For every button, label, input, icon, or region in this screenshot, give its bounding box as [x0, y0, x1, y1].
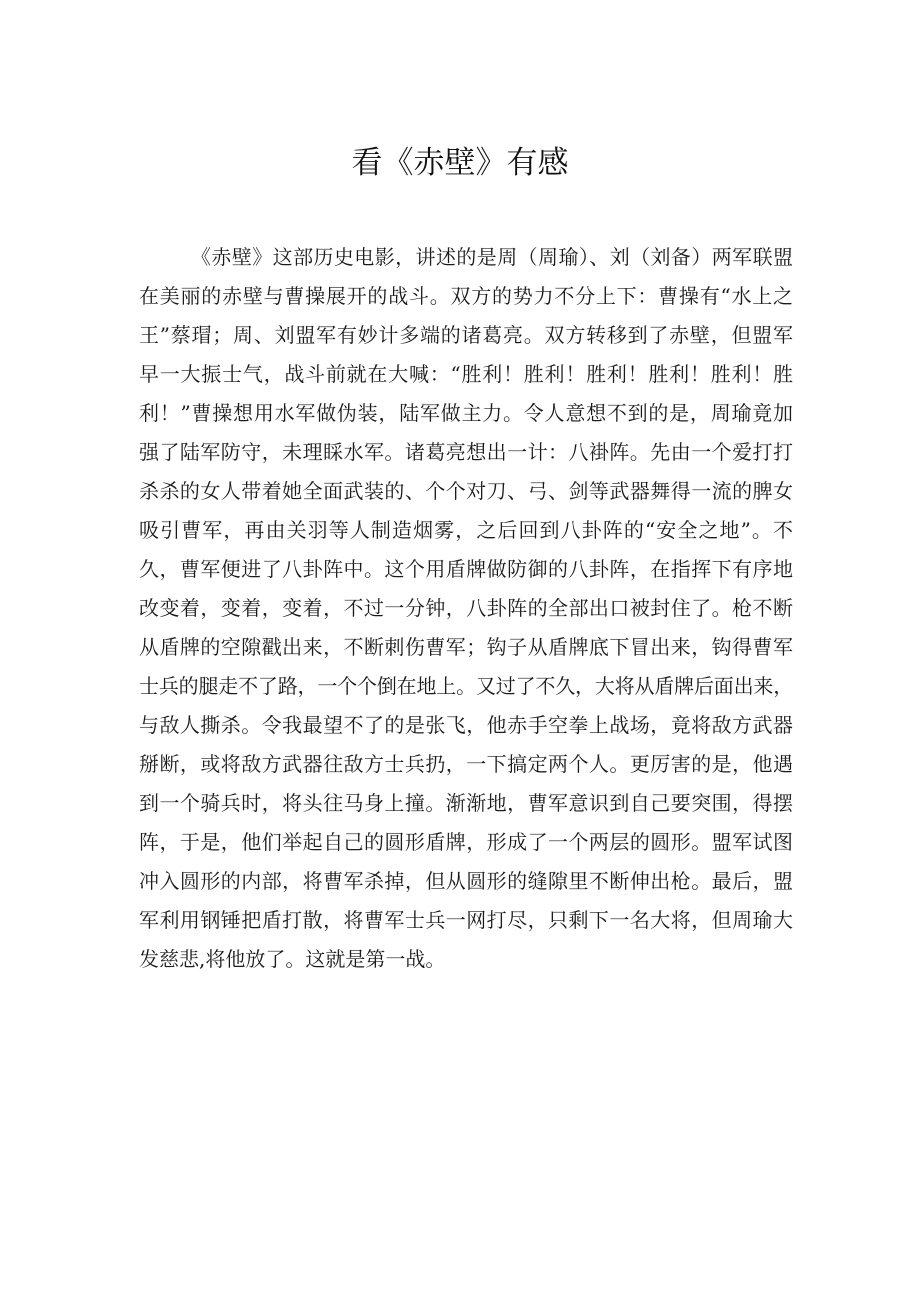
paragraph-line: 强了陆军防守，未理睬水军。诸葛亮想出一计：八褂阵。先由一个爱打打 [139, 440, 793, 464]
paragraph-line: 阵，于是，他们举起自己的圆形盾牌，形成了一个两层的圆形。盟军试图 [139, 830, 793, 854]
paragraph-line: 早一大振士气，战斗前就在大喊：“胜利！胜利！胜利！胜利！胜利！胜 [139, 362, 793, 386]
paragraph-line: 改变着，变着，变着，不过一分钟，八卦阵的全部出口被封住了。枪不断 [139, 596, 793, 620]
paragraph-line: 到一个骑兵时，将头往马身上撞。渐渐地，曹军意识到自己要突围，得摆 [139, 791, 793, 815]
paragraph-line: 《赤壁》这部历史电影，讲述的是周（周瑜）、刘（刘备）两军联盟 [191, 245, 793, 269]
paragraph-line: 军利用钢锤把盾打散，将曹军士兵一网打尽，只剩下一名大将，但周瑜大 [139, 908, 793, 932]
paragraph-line: 利！”曹操想用水军做伪装，陆军做主力。令人意想不到的是，周瑜竟加 [139, 401, 793, 425]
body-paragraph [139, 238, 793, 979]
paragraph-line: 冲入圆形的内部，将曹军杀掉，但从圆形的缝隙里不断伸出枪。最后，盟 [139, 869, 793, 893]
paragraph-line: 与敌人撕杀。令我最望不了的是张飞，他赤手空拳上战场，竟将敌方武器 [139, 713, 793, 737]
paragraph-line: 在美丽的赤壁与曹操展开的战斗。双方的势力不分上下：曹操有“水上之 [139, 284, 793, 308]
paragraph-line: 久，曹军便进了八卦阵中。这个用盾牌做防御的八卦阵，在指挥下有序地 [139, 557, 793, 581]
document-title: 看《赤壁》有感 [351, 145, 569, 181]
paragraph-line: 王”蔡瑁；周、刘盟军有妙计多端的诸葛亮。双方转移到了赤壁，但盟军 [139, 323, 793, 347]
paragraph-line: 发慈悲,将他放了。这就是第一战。 [139, 947, 446, 971]
paragraph-line: 掰断，或将敌方武器往敌方士兵扔，一下搞定两个人。更厉害的是，他遇 [139, 752, 793, 776]
paragraph-line: 吸引曹军，再由关羽等人制造烟雾，之后回到八卦阵的“安全之地”。不 [139, 518, 793, 542]
paragraph-line: 从盾牌的空隙戳出来，不断刺伤曹军；钩子从盾牌底下冒出来，钩得曹军 [139, 635, 793, 659]
paragraph-line: 杀杀的女人带着她全面武装的、个个对刀、弓、剑等武器舞得一流的脾女 [139, 479, 793, 503]
paragraph-line: 士兵的腿走不了路，一个个倒在地上。又过了不久，大将从盾牌后面出来， [139, 674, 793, 698]
